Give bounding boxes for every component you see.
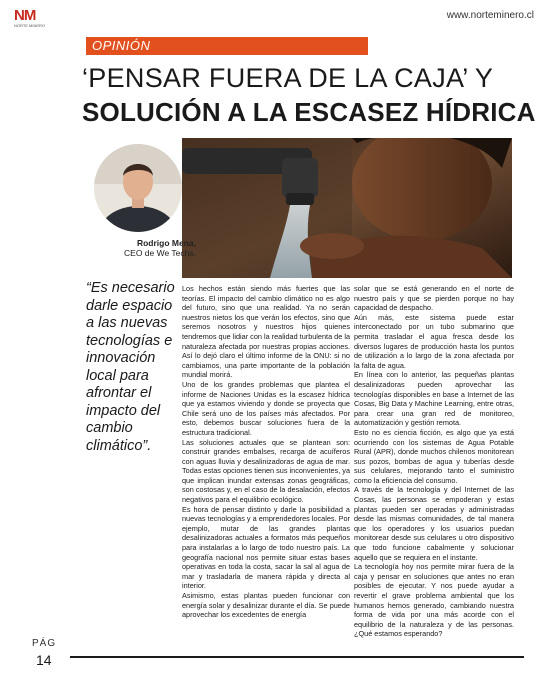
paragraph: A través de la tecnología y del Internet de las Cosas, las personas se empoderan y estas plantas pueden ser operadas y administradas desde las mismas comunidades, de tal manera que los operadores y los usuarios puedan monitorear desde sus celulares u otro dispositivo que todo funcione cabalmente y solucionar aquello que se requiera en el instante. [354,485,514,562]
paragraph: solar que se está generando en el norte de nuestro país y que se pierden porque no hay capacidad de despacho. [354,284,514,313]
publication-logo [14,8,50,30]
paragraph: Las soluciones actuales que se plantean son: construir grandes embalses, recarga de acuíferos con aguas lluvia y desalinizadoras de agua de mar. Todas estas opciones tienen sus inconvenientes, ya que implican inundar extensas zonas geográficas, son costosas y, en el caso de la desalación, efectos negativos para el equilibrio ecológico. [182,437,350,505]
page-label: PÁG [32,638,57,649]
paragraph: Esto no es ciencia ficción, es algo que ya está ocurriendo con los sistemas de Agua Potable Rural (APR), donde muchos chilenos monitorean sus pozos, bombas de agua y tuberías desde sus celulares, mejorando tanto el suministro como la eficiencia del consumo. [354,427,514,485]
paragraph: En línea con lo anterior, las pequeñas plantas desalinizadoras pueden aprovechar las tecnologías disponibles en base a Internet de las Cosas, Big Data y Machine Learning, entre otras, para crear una gran red de monitoreo, automatización y gestión remota. [354,370,514,428]
pull-quote: “Es necesario darle espacio a las nuevas tecnologías e innovación local para afrontar el impacto del cambio climático”. [86,280,175,454]
boy-drinking-water-image [182,138,512,278]
paragraph: Es hora de pensar distinto y darle la posibilidad a nuevas tecnologías y a emprendedores locales. Por ejemplo, mutar de las grandes plantas desalinizadoras actuales a formatos más pequeños para instalarlas a lo largo de todo nuestro país. La geografía nacional nos permite situar estas bases operativas en toda la costa, sacar la sal al agua de mar y trasladarla de manera rápida y directa al interior. [182,504,350,591]
paragraph: Asimismo, estas plantas pueden funcionar con energía solar y desalinizar durante el día. Se puede aprovechar los excedentes de energía [182,591,350,620]
paragraph: Los hechos están siendo más fuertes que las teorías. El impacto del cambio climático no es algo del futuro, sino que una realidad. Ya no serán nuestros nietos los que verán los efectos, sino que seremos nosotros y nuestros hijos quienes tendremos que lidiar con la realidad turbulenta de la naturaleza afectada por nuestras propias acciones. Así lo dejó claro el último informe de la ONU: si no cambiamos, una parte importante de la población mundial morirá. [182,284,350,380]
article-column-2 [354,284,514,639]
author-name: Rodrigo Mena, [136,238,196,248]
author-role: CEO de We Techs. [124,248,196,258]
paragraph: La tecnología hoy nos permite mirar fuera de la caja y pensar en soluciones que antes no eran posibles de ejecutar. Y nos puede ayudar a revertir el grave problema ambiental que los humanos hemos generado, cambiando nuestra forma de vida por una más acorde con el equilibrio de la naturaleza y de las personas. ¿Qué estamos esperando? [354,562,514,639]
logo-text: NM [14,7,36,24]
article-photo [182,138,512,278]
paragraph: Aún más, este sistema puede estar interconectado por un tubo submarino que permita trasladar el agua fresca desde los diversos lugares de producción hasta los puntos de utilización a lo largo de la zona afectada por la falta de agua. [354,312,514,370]
article-column-1 [182,284,350,620]
author-photo-image [94,144,182,232]
article-title-line2: SOLUCIÓN A LA ESCASEZ HÍDRICA [82,97,536,127]
logo-subtext: NORTE MINERO [14,23,46,28]
section-bar [86,37,368,55]
author-portrait [94,144,182,232]
paragraph: Uno de los grandes problemas que plantea el informe de Naciones Unidas es la escasez hídrica que ya estamos viviendo y donde se proyecta que Chile será uno de los países más afectados. Por esto, debemos buscar soluciones fuera de la estructura tradicional. [182,379,350,437]
page-number: 14 [36,652,52,668]
section-label: OPINIÓN [92,38,151,53]
article-title-line1: ‘PENSAR FUERA DE LA CAJA’ Y [82,63,494,93]
site-url: www.norteminero.cl [446,10,534,21]
footer-divider [70,656,524,658]
